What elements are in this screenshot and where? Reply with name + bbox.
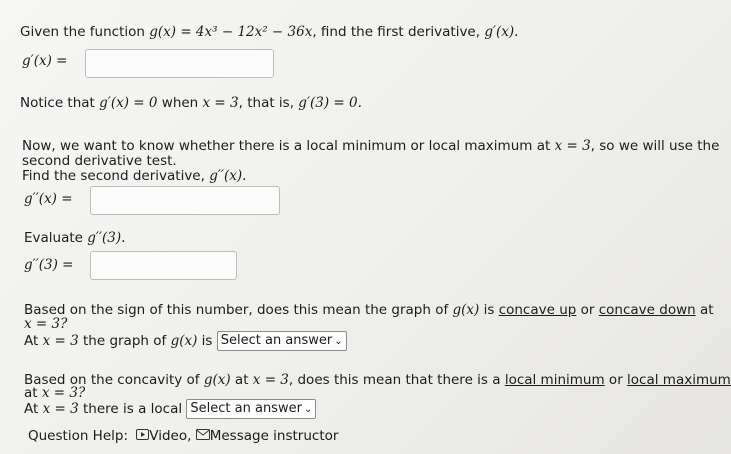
video-link[interactable]: Video [149, 428, 188, 444]
function-expression: g(x) = 4x³ − 12x² − 36x [149, 24, 313, 40]
question-help: Question Help: Video, Message instructor [28, 428, 339, 444]
chevron-down-icon: ⌄ [303, 404, 313, 415]
first-derivative-label: g′(x) = [22, 53, 68, 69]
instruction-text: second derivative test. [22, 153, 177, 169]
question-help-label: Question Help: [28, 428, 128, 444]
chevron-down-icon: ⌄ [334, 336, 343, 347]
find-second-derivative-text: Find the second derivative, g′′(x). [22, 168, 247, 184]
video-icon [136, 428, 149, 444]
extrema-question: Based on the concavity of g(x) at x = 3, does this mean that there is a local minimum or local maximum [24, 372, 731, 388]
extrema-question-cont: at x = 3? [24, 385, 86, 401]
concavity-question-cont: x = 3? [24, 316, 68, 332]
concave-up-option: concave up [498, 302, 577, 318]
concavity-select[interactable]: Select an answer ⌄ [217, 331, 347, 351]
prompt-text: Given the function [20, 24, 150, 40]
concave-down-option: concave down [598, 302, 696, 318]
mail-icon [196, 428, 210, 444]
local-maximum-option: local maximum [627, 372, 731, 388]
question-prompt [20, 24, 518, 40]
second-derivative-value-input[interactable] [90, 251, 237, 280]
second-derivative-input[interactable] [90, 186, 280, 215]
extrema-answer-row: At x = 3 there is a local Select an answer ⌄ [24, 399, 316, 419]
evaluate-label: g′′(3) = [24, 257, 74, 273]
concavity-question: Based on the sign of this number, does this mean the graph of g(x) is concave up or concave down at [24, 302, 714, 318]
notice-text: Notice that g′(x) = 0 when x = 3, that is, g′(3) = 0. [20, 95, 362, 111]
instruction-text: Now, we want to know whether there is a local minimum or local maximum at x = 3, so we will use the [22, 138, 720, 154]
second-derivative-label: g′′(x) = [24, 191, 73, 207]
evaluate-text: Evaluate g′′(3). [24, 230, 126, 246]
extrema-select[interactable]: Select an answer ⌄ [186, 399, 316, 419]
concavity-answer-row: At x = 3 the graph of g(x) is Select an answer ⌄ [24, 331, 347, 351]
local-minimum-option: local minimum [504, 372, 605, 388]
message-instructor-link[interactable]: Message instructor [209, 428, 339, 444]
prompt-text: , find the first derivative, [312, 24, 485, 40]
first-derivative-input[interactable] [85, 49, 274, 78]
derivative-expression: g′(x). [484, 24, 519, 40]
